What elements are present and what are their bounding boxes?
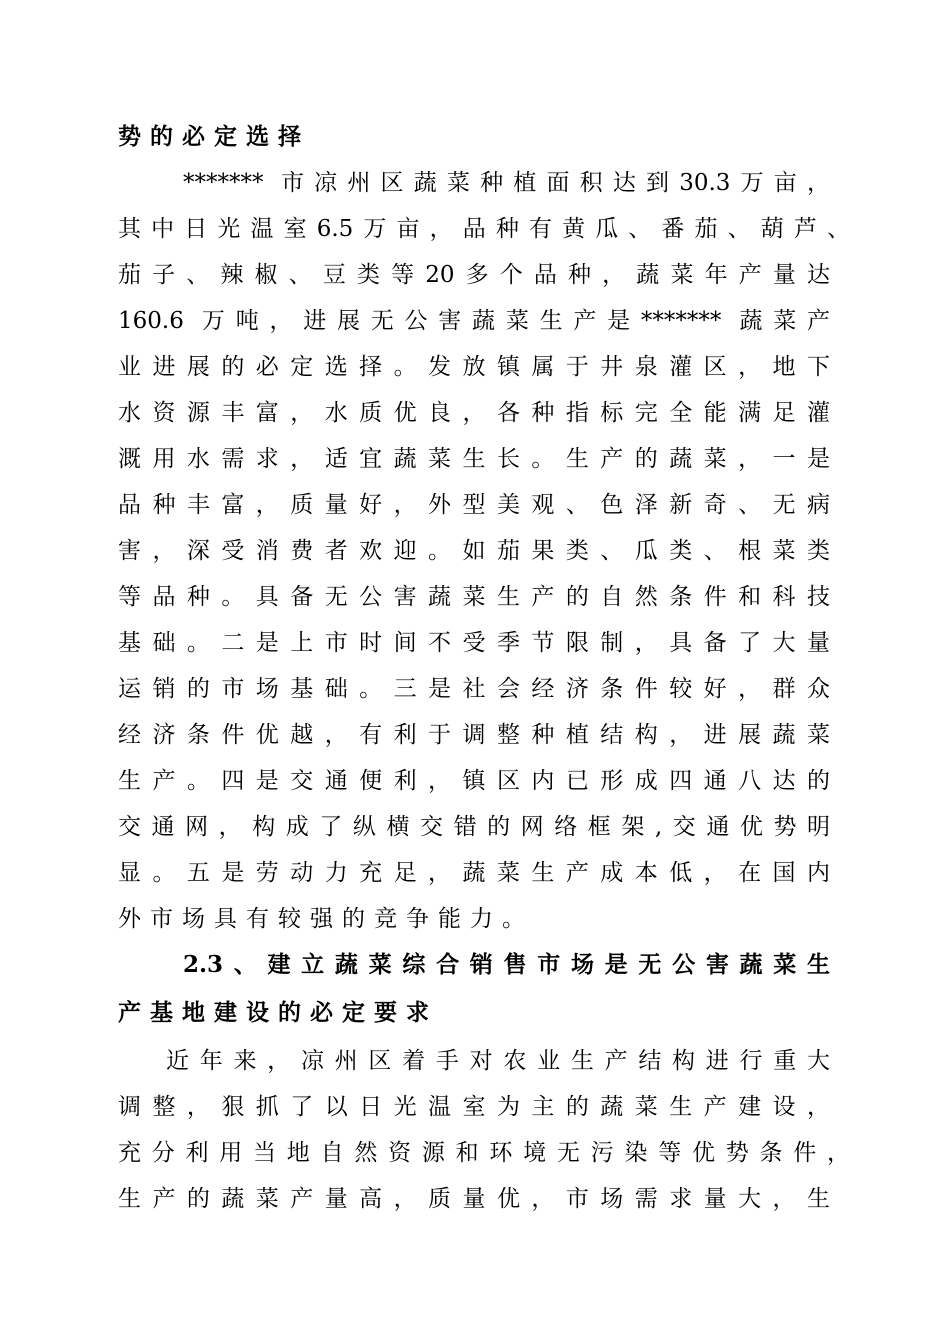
heading-continuation: 势的必定选择 bbox=[118, 123, 310, 150]
section-heading: 产基地建设的必定要求 bbox=[118, 999, 438, 1026]
paragraph-line: 水资源丰富，水质优良，各种指标完全能满足灌 bbox=[118, 400, 830, 426]
paragraph-line: 外市场具有较强的竞争能力。 bbox=[118, 906, 534, 932]
paragraph-line: 品种丰富，质量好，外型美观、色泽新奇、无病 bbox=[118, 492, 830, 518]
paragraph-line: 经济条件优越，有利于调整种植结构，进展蔬菜 bbox=[118, 722, 830, 748]
paragraph-line: ******* 市凉州区蔬菜种植面积达到30.3万亩， bbox=[183, 170, 830, 196]
paragraph-line: 等品种。具备无公害蔬菜生产的自然条件和科技 bbox=[118, 584, 830, 610]
paragraph-line: 生产的蔬菜产量高，质量优，市场需求量大，生 bbox=[118, 1186, 830, 1212]
paragraph-line: 基础。二是上市时间不受季节限制，具备了大量 bbox=[118, 630, 830, 656]
paragraph-line: 业进展的必定选择。发放镇属于井泉灌区，地下 bbox=[118, 354, 830, 380]
paragraph-line: 充分利用当地自然资源和环境无污染等优势条件， bbox=[118, 1140, 850, 1166]
section-heading: 2.3、建立蔬菜综合销售市场是无公害蔬菜生 bbox=[183, 951, 830, 978]
paragraph-line: 交通网，构成了纵横交错的网络框架,交通优势明 bbox=[118, 814, 830, 840]
paragraph-line: 近年来，凉州区着手对农业生产结构进行重大 bbox=[166, 1048, 830, 1074]
paragraph-line: 害，深受消费者欢迎。如茄果类、瓜类、根菜类 bbox=[118, 538, 830, 564]
paragraph-line: 运销的市场基础。三是社会经济条件较好，群众 bbox=[118, 676, 830, 702]
paragraph-line: 溉用水需求，适宜蔬菜生长。生产的蔬菜，一是 bbox=[118, 446, 830, 472]
paragraph-line: 其中日光温室6.5万亩，品种有黄瓜、番茄、葫芦、 bbox=[118, 216, 850, 242]
paragraph-line: 160.6 万吨，进展无公害蔬菜生产是******* 蔬菜产 bbox=[118, 308, 830, 334]
paragraph-line: 显。五是劳动力充足，蔬菜生产成本低，在国内 bbox=[118, 860, 830, 886]
paragraph-line: 茄子、辣椒、豆类等20多个品种，蔬菜年产量达 bbox=[118, 262, 830, 288]
paragraph-line: 调整，狠抓了以日光温室为主的蔬菜生产建设， bbox=[118, 1094, 830, 1120]
paragraph-line: 生产。四是交通便利，镇区内已形成四通八达的 bbox=[118, 768, 830, 794]
